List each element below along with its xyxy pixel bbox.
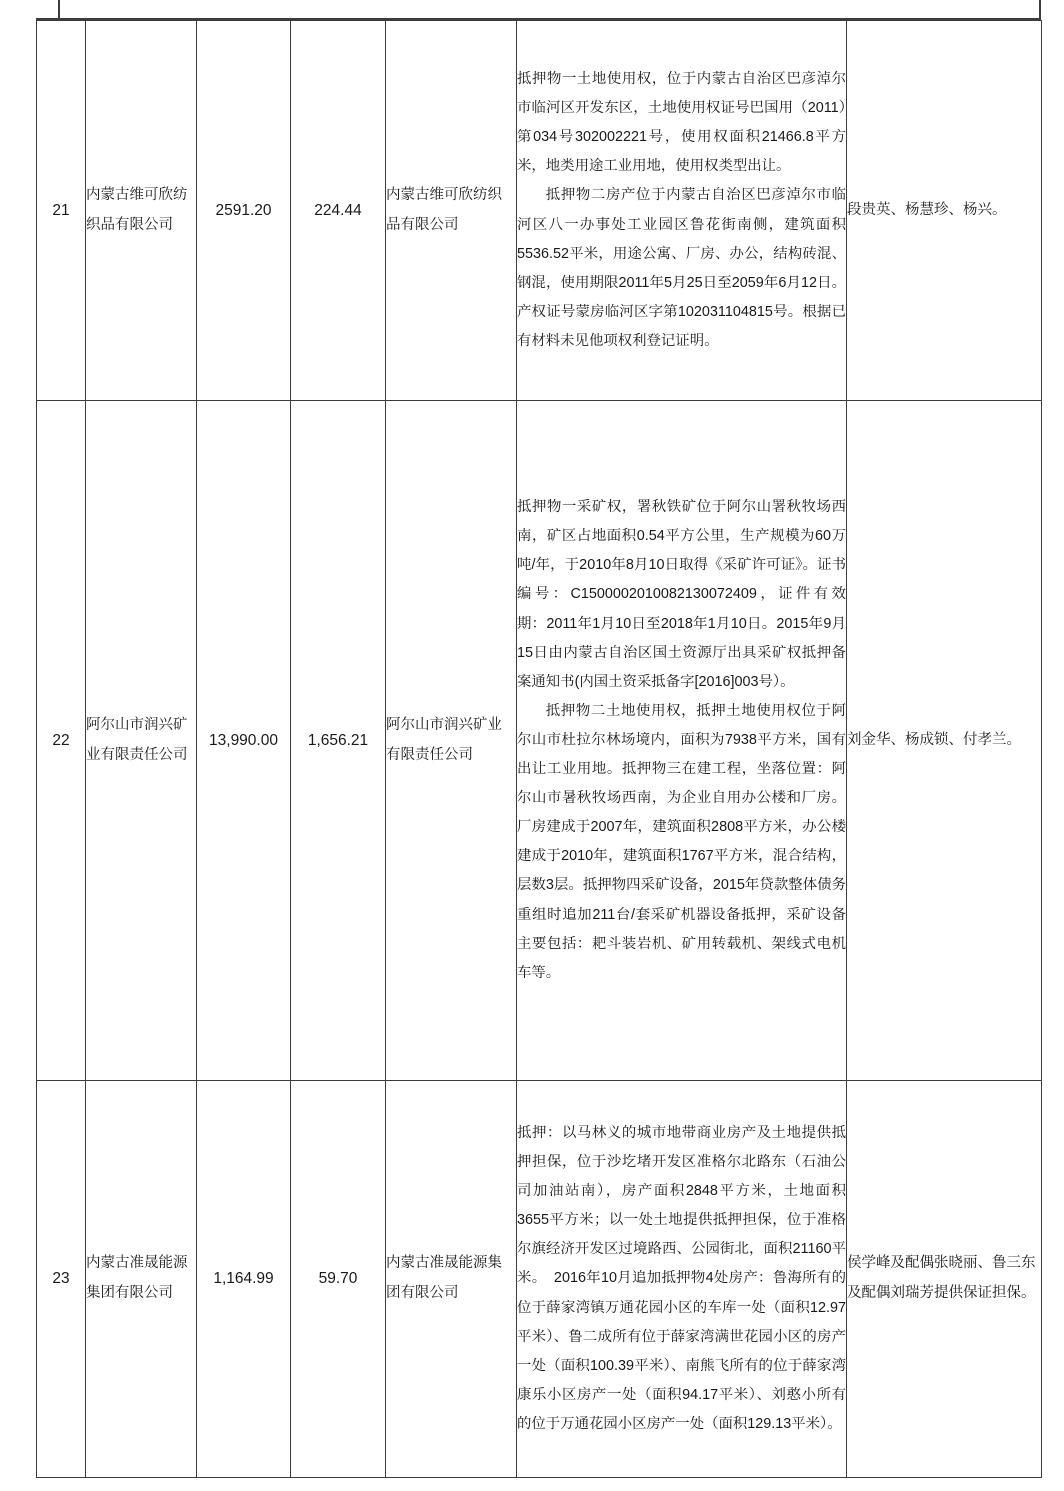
collateral-paragraph: 抵押物二房产位于内蒙古自治区巴彦淖尔市临河区八一办事处工业园区鲁花街南侧，建筑面积5536.52平米，用途公寓、厂房、办公，结构砖混、钢混，使用期限2011年5月25日至2059年6月12日。产权证号蒙房临河区字第102031104815号。根据已有材料未见他项权利登记证明。 bbox=[517, 187, 846, 349]
row-index-cell bbox=[37, 1081, 86, 1478]
stub-vertical-rule-left bbox=[58, 0, 60, 20]
guarantor-cell bbox=[847, 21, 1042, 401]
debtor-name: 阿尔山市润兴矿业有限责任公司 bbox=[386, 716, 502, 763]
interest-amount: 224.44 bbox=[314, 201, 362, 219]
borrower-name-cell bbox=[86, 1081, 197, 1478]
principal-balance-cell bbox=[197, 1081, 291, 1478]
borrower-name-cell bbox=[86, 401, 197, 1081]
row-index-cell bbox=[37, 21, 86, 401]
interest-amount: 59.70 bbox=[318, 1270, 358, 1287]
guarantor-cell bbox=[847, 1081, 1042, 1478]
debtor-name-cell bbox=[386, 1081, 517, 1478]
debtor-name-cell bbox=[386, 401, 517, 1081]
row-index: 22 bbox=[52, 731, 70, 749]
debtor-name: 内蒙古维可欣纺织品有限公司 bbox=[386, 186, 502, 233]
interest-cell bbox=[291, 401, 386, 1081]
collateral-paragraph: 抵押：以马林义的城市地带商业房产及土地提供抵押担保，位于沙圪堵开发区准格尔北路东（石油公司加油站南），房产面积2848平方米，土地面积3655平方米；以一处土地提供抵押担保，位于准格尔旗经济开发区过境路西、公园街北，面积21160平米。 2016年10月追加抵押物4处房产：鲁海所有的位于薛家湾镇万通花园小区的车库一处（面积12.97平米）、鲁二成所有位于薛家湾满世花园小区的房产一处（面积100.39平米）、南熊飞所有的位于薛家湾康乐小区房产一处（面积94.17平米）、刘憨小所有的位于万通花园小区房产一处（面积129.13平米）。 bbox=[517, 1124, 846, 1432]
principal-balance: 1,164.99 bbox=[213, 1270, 274, 1287]
row-index: 23 bbox=[52, 1270, 70, 1287]
borrower-name: 阿尔山市润兴矿业有限责任公司 bbox=[86, 716, 188, 763]
guarantor-names: 段贵英、杨慧珍、杨兴。 bbox=[847, 201, 1007, 218]
principal-balance: 2591.20 bbox=[215, 201, 272, 219]
collateral-description-cell bbox=[517, 401, 847, 1081]
debtor-name: 内蒙古准晟能源集团有限公司 bbox=[386, 1255, 502, 1301]
row-index: 21 bbox=[52, 201, 70, 219]
guarantor-names: 侯学峰及配偶张晓丽、鲁三东及配偶刘瑞芳提供保证担保。 bbox=[847, 1255, 1036, 1301]
row-index-cell bbox=[37, 401, 86, 1081]
guarantor-cell bbox=[847, 401, 1042, 1081]
collateral-paragraph: 抵押物二土地使用权，抵押土地使用权位于阿尔山市杜拉尔林场境内，面积为7938平方米，国有出让工业用地。抵押物三在建工程，坐落位置：阿尔山市暑秋牧场西南，为企业自用办公楼和厂房。厂房建成于2007年，建筑面积2808平方米，办公楼建成于2010年，建筑面积1767平方米，混合结构，层数3层。抵押物四采矿设备，2015年贷款整体债务重组时追加211台/套采矿机器设备抵押，采矿设备主要包括：耙斗装岩机、矿用转载机、架线式电机车等。 bbox=[517, 702, 846, 981]
debtor-name-cell bbox=[386, 21, 517, 401]
principal-balance: 13,990.00 bbox=[209, 731, 278, 749]
guarantor-names: 刘金华、杨成锁、付孝兰。 bbox=[847, 731, 1021, 748]
borrower-name: 内蒙古维可欣纺织品有限公司 bbox=[86, 186, 188, 233]
interest-amount: 1,656.21 bbox=[307, 731, 369, 749]
interest-cell bbox=[291, 1081, 386, 1478]
collateral-paragraph: 抵押物一土地使用权，位于内蒙古自治区巴彦淖尔市临河区开发东区，土地使用权证号巴国用（2011）第034号302002221号，使用权面积21466.8平方米，地类用途工业用地，使用权类型出让。 bbox=[517, 71, 846, 175]
principal-balance-cell bbox=[197, 401, 291, 1081]
previous-row-border-stub bbox=[36, 0, 1041, 20]
borrower-name: 内蒙古准晟能源集团有限公司 bbox=[86, 1255, 188, 1301]
principal-balance-cell bbox=[197, 21, 291, 401]
stub-vertical-rule-right bbox=[1039, 0, 1041, 20]
collateral-paragraph: 抵押物一采矿权，署秋铁矿位于阿尔山署秋牧场西南，矿区占地面积0.54平方公里，生产规模为60万吨/年，于2010年8月10日取得《采矿许可证》。证书编号：C1500002010082130072409，证件有效期：2011年1月10日至2018年1月10日。2015年9月15日由内蒙古自治区国土资源厅出具采矿权抵押备案通知书(内国土资采抵备字[2016]003号）。 bbox=[517, 499, 846, 690]
table-row bbox=[37, 21, 1042, 401]
table-row bbox=[37, 1081, 1042, 1478]
table-row bbox=[37, 401, 1042, 1081]
loan-disclosure-table bbox=[36, 20, 1042, 1478]
collateral-description-cell bbox=[517, 21, 847, 401]
collateral-description-cell bbox=[517, 1081, 847, 1478]
borrower-name-cell bbox=[86, 21, 197, 401]
interest-cell bbox=[291, 21, 386, 401]
